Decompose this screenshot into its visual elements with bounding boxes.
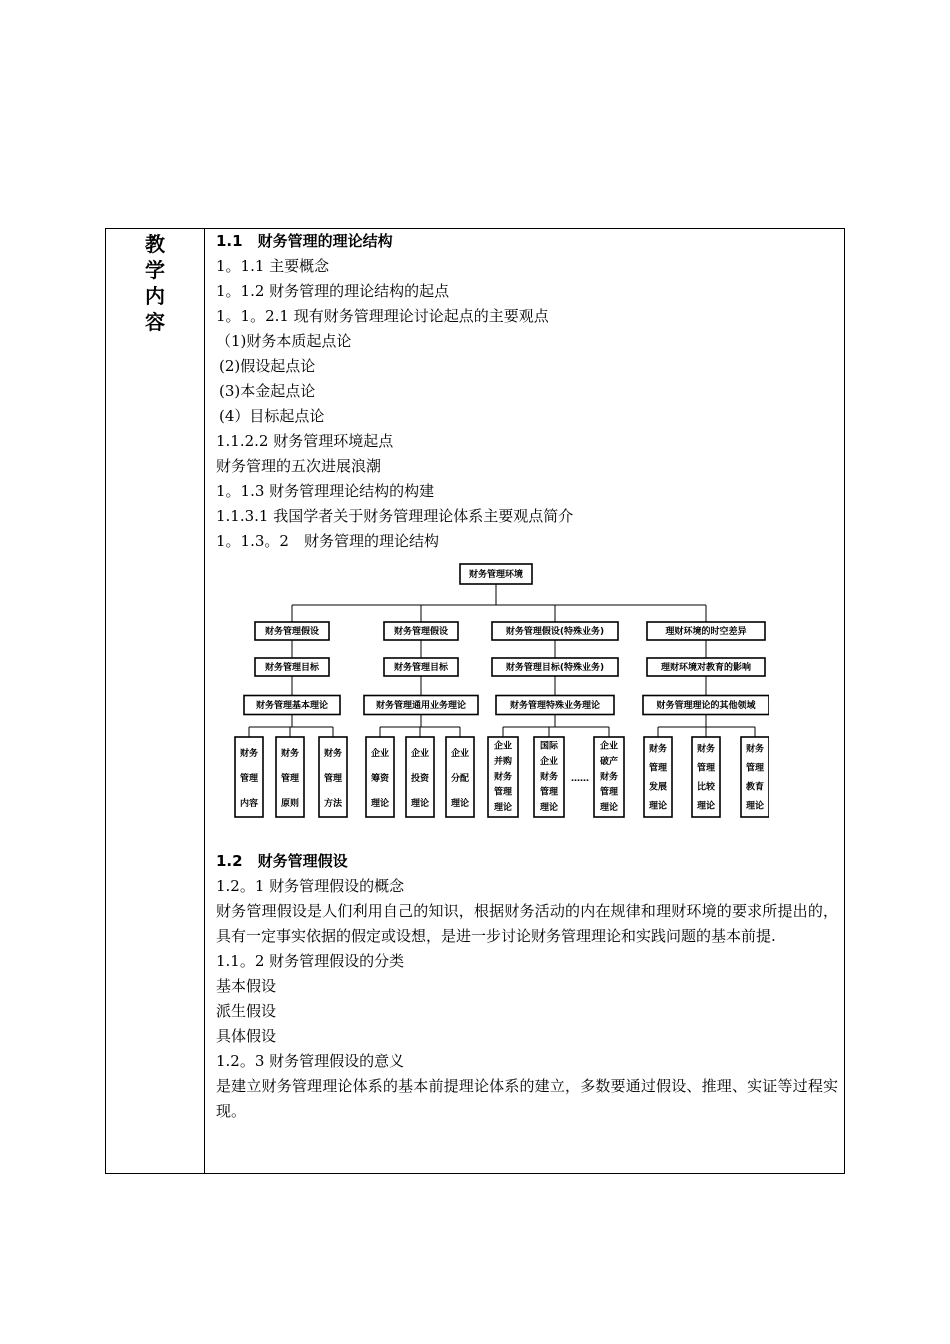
section1-line: 1.1.2.2 财务管理环境起点 [216, 432, 394, 450]
leaf-node-label: 财务 [745, 744, 765, 755]
leaf-node-label: 管理 [696, 763, 716, 774]
ellipsis-label: …… [571, 774, 589, 784]
leaf-node-label: 筹资 [370, 773, 390, 784]
section2 [216, 849, 838, 1124]
leaf-node-label: 理论 [370, 798, 390, 809]
leaf-node-label: 理论 [696, 801, 716, 812]
leaf-node-label: 财务 [239, 748, 259, 759]
section1-line: (2)假设起点论 [219, 357, 316, 375]
level3-node-label: 财务管理特殊业务理论 [509, 701, 601, 711]
level3-node-label: 财务管理理论的其他领域 [656, 701, 756, 711]
section1-line: 财务管理的五次进展浪潮 [216, 457, 382, 475]
section1-line: （1)财务本质起点论 [216, 332, 352, 350]
section2-heading: 1.2 财务管理假设 [216, 852, 348, 870]
root-node-label: 财务管理环境 [468, 570, 524, 580]
level1-node-label: 财务管理假设 [393, 627, 449, 637]
leaf-node-label: 国际 [539, 741, 559, 752]
section1-line: 1。1.3。2 财务管理的理论结构 [216, 532, 439, 550]
theory-structure-diagram [224, 559, 769, 824]
level2-node-label: 理财环境对教育的影响 [660, 663, 752, 673]
leaf-node-label: 理论 [745, 801, 765, 812]
leaf-node-label: 管理 [239, 773, 259, 784]
leaf-node-label: 理论 [599, 803, 619, 814]
section1-line: 1。1.1 主要概念 [216, 257, 330, 275]
section1-heading: 1.1 财务管理的理论结构 [216, 232, 393, 250]
leaf-node-label: 管理 [648, 763, 668, 774]
leaf-node-label: 比较 [696, 782, 716, 793]
leaf-node-label: 破产 [599, 756, 619, 767]
leaf-node-label: 企业 [370, 748, 390, 759]
leaf-node-label: 分配 [450, 773, 470, 784]
leaf-node-label: 企业 [450, 748, 470, 759]
level1-node-label: 财务管理假设 [264, 627, 320, 637]
leaf-node-label: 并购 [493, 756, 513, 767]
row-label [106, 231, 204, 335]
leaf-node-label: 财务 [280, 748, 300, 759]
leaf-node-label: 内容 [239, 798, 259, 809]
row-label-line2: 内 容 [145, 284, 179, 334]
level3-node-label: 财务管理通用业务理论 [375, 701, 467, 711]
leaf-node-label: 财务 [599, 772, 619, 783]
leaf-node-label: 投资 [410, 773, 430, 784]
level1-node-label: 财务管理假设(特殊业务) [505, 627, 605, 637]
leaf-node-label: 理论 [410, 798, 430, 809]
level3-node-label: 财务管理基本理论 [255, 701, 329, 711]
section1-line: 1。1.3 财务管理理论结构的构建 [216, 482, 435, 500]
leaf-node-label: 企业 [539, 756, 559, 767]
leaf-node-label: 管理 [323, 773, 343, 784]
section1-line: 1。1。2.1 现有财务管理理论讨论起点的主要观点 [216, 307, 549, 325]
content-table [105, 228, 845, 1174]
leaf-node-label: 管理 [599, 787, 619, 798]
leaf-node-label: 管理 [280, 773, 300, 784]
section1-line: (4）目标起点论 [219, 407, 325, 425]
section2-sub1: 1.2。1 财务管理假设的概念 [216, 877, 405, 895]
level2-node-label: 财务管理目标(特殊业务) [505, 663, 605, 673]
leaf-node-label: 理论 [450, 798, 470, 809]
level1-node-label: 理财环境的时空差异 [665, 627, 747, 637]
leaf-node-label: 企业 [410, 748, 430, 759]
row-label-line1: 教 学 [145, 232, 179, 282]
section1-line: 1.1.3.1 我国学者关于财务管理理论体系主要观点简介 [216, 507, 574, 525]
section1-line: (3)本金起点论 [219, 382, 316, 400]
leaf-node-label: 管理 [539, 787, 559, 798]
leaf-node-label: 管理 [493, 787, 513, 798]
column-divider [204, 229, 205, 1173]
leaf-node-label: 理论 [493, 803, 513, 814]
section2-sub2: 1.1。2 财务管理假设的分类 [216, 952, 405, 970]
leaf-node-label: 企业 [599, 741, 619, 752]
leaf-node-label: 管理 [745, 763, 765, 774]
section2-para1: 财务管理假设是人们利用自己的知识，根据财务活动的内在规律和理财环境的要求所提出的，具有一定事实依据的假定或设想，是进一步讨论财务管理理论和实践问题的基本前提. [216, 902, 838, 945]
leaf-node-label: 原则 [280, 798, 300, 809]
leaf-node-label: 财务 [323, 748, 343, 759]
section2-para2: 是建立财务管理理论体系的基本前提理论体系的建立，多数要通过假设、推理、实证等过程实现。 [216, 1077, 838, 1120]
leaf-node-label: 财务 [696, 744, 716, 755]
level2-node-label: 财务管理目标 [264, 663, 320, 673]
level2-node-label: 财务管理目标 [393, 663, 449, 673]
section1-line: 1。1.2 财务管理的理论结构的起点 [216, 282, 450, 300]
assumption-type: 基本假设 [216, 977, 277, 995]
leaf-node-label: 理论 [539, 803, 559, 814]
leaf-node-label: 财务 [539, 772, 559, 783]
section1 [216, 229, 838, 554]
diagram-svg [224, 559, 769, 824]
leaf-node-label: 财务 [648, 744, 668, 755]
leaf-node-label: 教育 [745, 782, 765, 793]
assumption-type: 派生假设 [216, 1002, 277, 1020]
leaf-node-label: 财务 [493, 772, 513, 783]
section2-sub3: 1.2。3 财务管理假设的意义 [216, 1052, 405, 1070]
leaf-node-label: 理论 [648, 801, 668, 812]
leaf-node-label: 方法 [323, 798, 343, 809]
leaf-node-label: 发展 [648, 782, 668, 793]
assumption-type: 具体假设 [216, 1027, 277, 1045]
leaf-node-label: 企业 [493, 741, 513, 752]
